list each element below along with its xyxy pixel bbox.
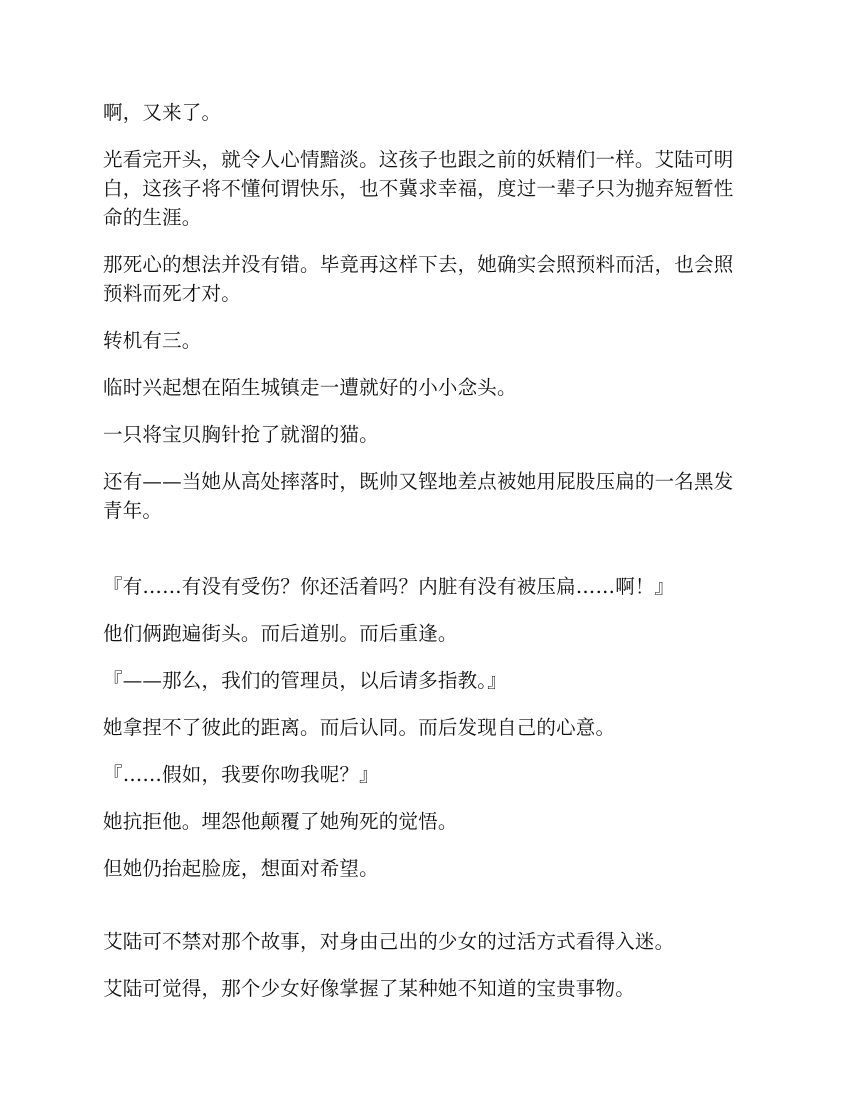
document-page bbox=[103, 98, 748, 1021]
paragraph: 但她仍抬起脸庞，想面对希望。 bbox=[103, 857, 379, 880]
dialogue-line: 『有……有没有受伤？你还活着吗？内脏有没有被压扁……啊！』 bbox=[103, 575, 675, 598]
paragraph: 一只将宝贝胸针抢了就溜的猫。 bbox=[103, 423, 379, 446]
paragraph: 还有——当她从高处摔落时，既帅又铿地差点被她用屁股压扁的一名黑发青年。 bbox=[103, 470, 734, 522]
paragraph: 她拿捏不了彼此的距离。而后认同。而后发现自己的心意。 bbox=[103, 716, 616, 739]
paragraph: 光看完开头，就令人心情黯淡。这孩子也跟之前的妖精们一样。艾陆可明白，这孩子将不懂何谓快乐，也不冀求幸福，度过一辈子只为抛弃短暂性命的生涯。 bbox=[103, 148, 734, 229]
dialogue-line: 『——那么，我们的管理员，以后请多指教。』 bbox=[103, 669, 507, 692]
paragraph: 啊，又来了。 bbox=[103, 101, 222, 124]
paragraph: 转机有三。 bbox=[103, 329, 202, 352]
paragraph: 临时兴起想在陌生城镇走一遭就好的小小念头。 bbox=[103, 376, 517, 399]
paragraph: 那死心的想法并没有错。毕竟再这样下去，她确实会照预料而活，也会照预料而死才对。 bbox=[103, 253, 734, 305]
paragraph: 他们俩跑遍街头。而后道别。而后重逢。 bbox=[103, 622, 458, 645]
dialogue-line: 『……假如，我要你吻我呢？』 bbox=[103, 763, 379, 786]
paragraph: 她抗拒他。埋怨他颠覆了她殉死的觉悟。 bbox=[103, 810, 458, 833]
paragraph: 艾陆可觉得，那个少女好像掌握了某种她不知道的宝贵事物。 bbox=[103, 977, 635, 1000]
section-3 bbox=[103, 927, 748, 1003]
paragraph: 艾陆可不禁对那个故事，对身由己出的少女的过活方式看得入迷。 bbox=[103, 930, 675, 953]
section-2 bbox=[103, 572, 748, 883]
section-1 bbox=[103, 98, 748, 525]
